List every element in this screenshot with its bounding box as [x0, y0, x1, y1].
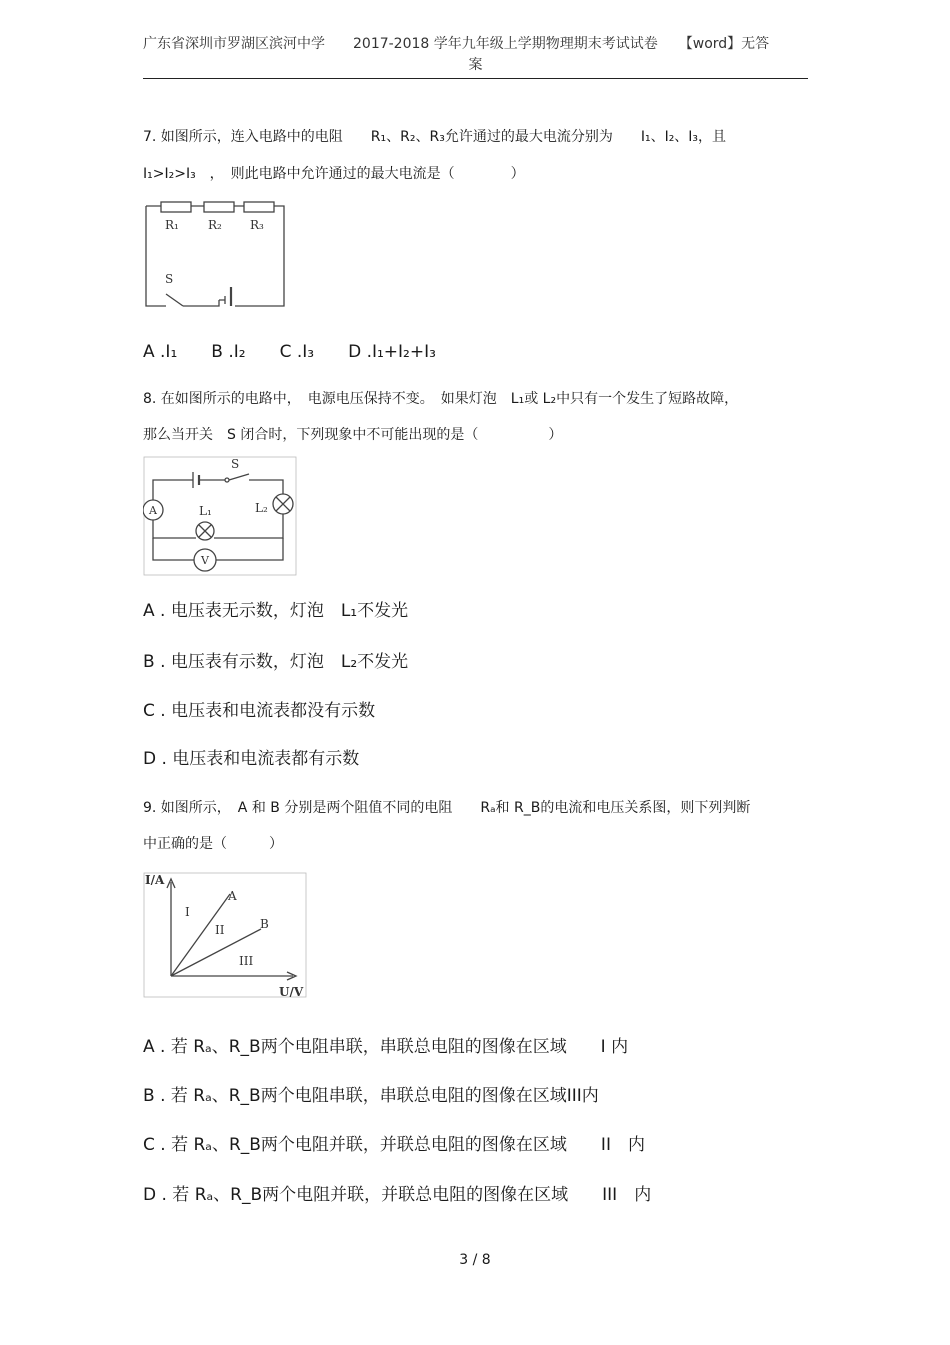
q7-label-r2: R₂: [208, 218, 222, 232]
q8-stem-line1: 8. 在如图所示的电路中， 电源电压保持不变。 如果灯泡 L₁或 L₂中只有一个发生了短路故障，: [143, 391, 739, 407]
q8-label-l1: L₁: [199, 504, 212, 518]
q9-region-2-label: II: [215, 923, 225, 937]
q8-stem-line2: 那么当开关 S 闭合时，下列现象中不可能出现的是（ ）: [143, 427, 563, 443]
page-header: [143, 34, 808, 79]
q9-line-a-label: A: [228, 889, 237, 903]
header-title: 广东省深圳市罗湖区滨河中学 2017-2018 学年九年级上学期物理期末考试试卷 【word】无答: [143, 36, 770, 52]
q8-option-b: B . 电压表有示数，灯泡 L₂不发光: [143, 652, 409, 672]
q8-label-v: V: [201, 554, 209, 567]
q9-xlabel: U/V: [279, 985, 304, 999]
q9-iu-graph: [143, 872, 307, 1000]
q9-stem-line1: 9. 如图所示， A 和 B 分别是两个阻值不同的电阻 Rₐ和 R_B的电流和电压关系图，则下列判断: [143, 800, 751, 816]
q9-option-b: B . 若 Rₐ、R_B两个电阻串联，串联总电阻的图像在区域III内: [143, 1086, 599, 1106]
q7-label-r1: R₁: [165, 218, 179, 232]
q9-line-b-label: B: [260, 917, 269, 931]
q8-option-a: A . 电压表无示数，灯泡 L₁不发光: [143, 601, 409, 621]
q9-option-c: C . 若 Rₐ、R_B两个电阻并联，并联总电阻的图像在区域 II 内: [143, 1135, 645, 1155]
q7-circuit-figure: [143, 200, 285, 310]
q7-label-s: S: [165, 272, 174, 286]
q9-option-d: D . 若 Rₐ、R_B两个电阻并联，并联总电阻的图像在区域 III 内: [143, 1185, 652, 1205]
q8-label-l2: L₂: [255, 501, 268, 515]
q9-stem-line2: 中正确的是（ ）: [143, 836, 283, 852]
q7-stem-line2: I₁>I₂>I₃ ， 则此电路中允许通过的最大电流是（ ）: [143, 166, 525, 182]
q8-circuit-figure: [143, 456, 297, 576]
q7-label-r3: R₃: [250, 218, 264, 232]
q9-region-3-label: III: [239, 954, 254, 968]
q9-region-1-label: I: [185, 905, 190, 919]
q9-option-a: A . 若 Rₐ、R_B两个电阻串联，串联总电阻的图像在区域 I 内: [143, 1037, 629, 1057]
q8-option-d: D . 电压表和电流表都有示数: [143, 749, 360, 769]
page-number: 3 / 8: [459, 1252, 491, 1268]
q8-option-c: C . 电压表和电流表都没有示数: [143, 701, 376, 721]
q7-options: A .I₁ B .I₂ C .I₃ D .I₁+I₂+I₃: [143, 342, 436, 362]
q9-ylabel: I/A: [145, 873, 165, 887]
q8-label-s: S: [231, 457, 240, 471]
q7-stem-line1: 7. 如图所示，连入电路中的电阻 R₁、R₂、R₃允许通过的最大电流分别为 I₁、I₂、I₃，且: [143, 129, 727, 145]
header-title-cont: 案: [468, 57, 483, 73]
q8-label-a: A: [149, 504, 157, 517]
